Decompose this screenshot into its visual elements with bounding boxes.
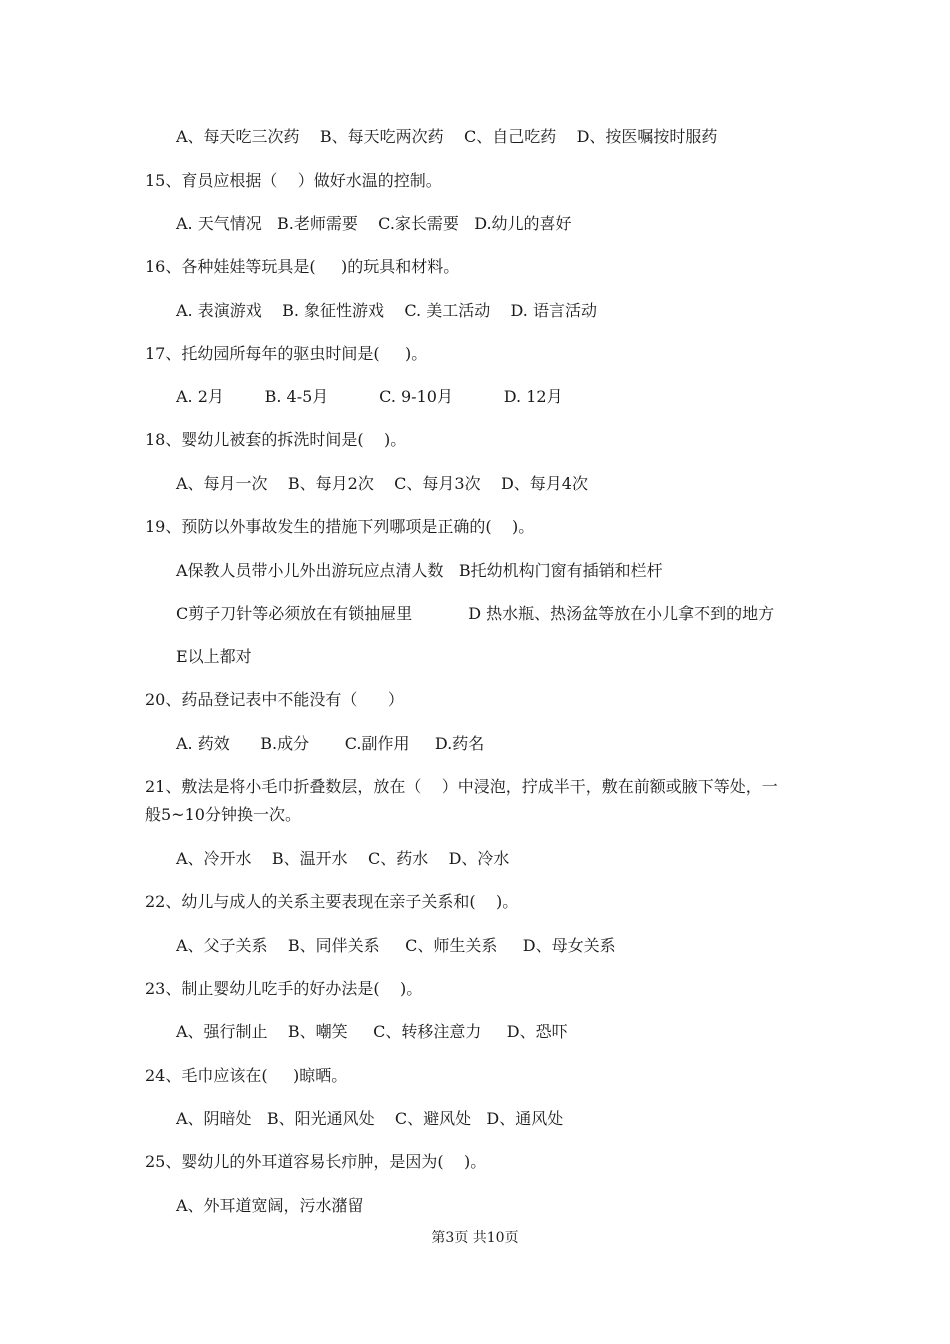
q22-question: 22、幼儿与成人的关系主要表现在亲子关系和( )。: [145, 892, 519, 911]
q19-options-ab: A保教人员带小儿外出游玩应点清人数 B托幼机构门窗有插销和栏杆: [176, 561, 663, 580]
q19-question: 19、预防以外事故发生的措施下列哪项是正确的( )。: [145, 517, 535, 536]
q21-question-line2: 般5~10分钟换一次。: [145, 805, 301, 824]
q23-options: A、强行制止 B、嘲笑 C、转移注意力 D、恐吓: [176, 1022, 568, 1041]
q25-option-a: A、外耳道宽阔，污水潴留: [176, 1196, 364, 1215]
q17-question: 17、托幼园所每年的驱虫时间是( )。: [145, 344, 428, 363]
q19-option-e: E以上都对: [176, 647, 252, 666]
page-footer: 第3页 共10页: [431, 1230, 519, 1246]
q15-options: A. 天气情况 B.老师需要 C.家长需要 D.幼儿的喜好: [176, 214, 572, 233]
q24-question: 24、毛巾应该在( )晾晒。: [145, 1066, 348, 1085]
q23-question: 23、制止婴幼儿吃手的好办法是( )。: [145, 979, 423, 998]
q19-options-cd: C剪子刀针等必须放在有锁抽屉里 D 热水瓶、热汤盆等放在小儿拿不到的地方: [176, 604, 775, 623]
q24-options: A、阴暗处 B、阳光通风处 C、避风处 D、通风处: [176, 1109, 564, 1128]
q20-options: A. 药效 B.成分 C.副作用 D.药名: [176, 734, 485, 753]
q22-options: A、父子关系 B、同伴关系 C、师生关系 D、母女关系: [176, 936, 616, 955]
q21-options: A、冷开水 B、温开水 C、药水 D、冷水: [176, 849, 510, 868]
q21-question-line1: 21、敷法是将小毛巾折叠数层，放在（ ）中浸泡，拧成半干，敷在前额或腋下等处，一: [145, 777, 778, 796]
q18-question: 18、婴幼儿被套的拆洗时间是( )。: [145, 430, 407, 449]
q20-question: 20、药品登记表中不能没有（ ）: [145, 690, 404, 709]
q16-question: 16、各种娃娃等玩具是( )的玩具和材料。: [145, 257, 460, 276]
q16-options: A. 表演游戏 B. 象征性游戏 C. 美工活动 D. 语言活动: [176, 301, 597, 320]
q18-options: A、每月一次 B、每月2次 C、每月3次 D、每月4次: [176, 474, 588, 493]
q17-options: A. 2月 B. 4-5月 C. 9-10月 D. 12月: [176, 387, 563, 406]
q25-question: 25、婴幼儿的外耳道容易长疖肿，是因为( )。: [145, 1152, 487, 1171]
q14-options: A、每天吃三次药 B、每天吃两次药 C、自己吃药 D、按医嘱按时服药: [176, 127, 718, 146]
q15-question: 15、育员应根据（ ）做好水温的控制。: [145, 171, 442, 190]
